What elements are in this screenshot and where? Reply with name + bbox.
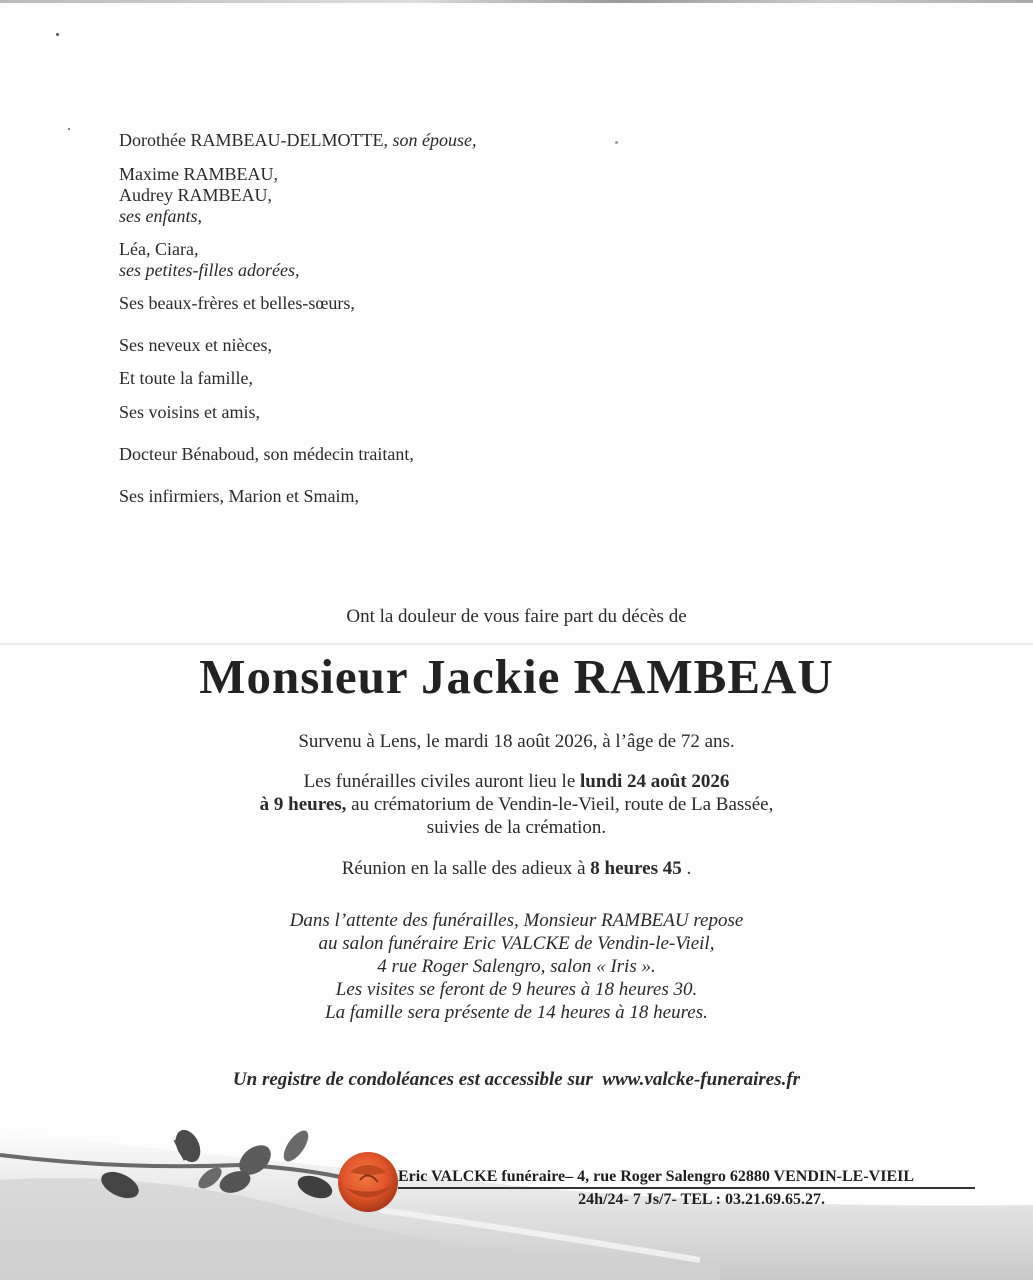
nephews-line: Ses neveux et nièces, <box>119 335 272 355</box>
neighbors-line: Ses voisins et amis, <box>119 402 261 422</box>
doctor-line: Docteur Bénaboud, son médecin traitant, <box>119 444 414 464</box>
registry-line: Un registre de condoléances est accessible sur www.valcke-funeraires.fr <box>232 1069 801 1090</box>
page-fold <box>0 643 1033 645</box>
meeting-line: Réunion en la salle des adieux à 8 heures 45 . <box>341 858 692 879</box>
child-line: Audrey RAMBEAU, <box>119 185 272 205</box>
spouse-line: Dorothée RAMBEAU-DELMOTTE, son épouse, <box>119 130 477 150</box>
registry-link[interactable]: www.valcke-funeraires.fr <box>602 1069 801 1090</box>
inlaws-line: Ses beaux-frères et belles-sœurs, <box>119 293 355 313</box>
deceased-name: Monsieur Jackie RAMBEAU <box>199 649 834 704</box>
family-line: Et toute la famille, <box>119 368 253 388</box>
scan-top-edge <box>0 0 1033 3</box>
rest-info: Dans l’attente des funérailles, Monsieur RAMBEAU repose au salon funéraire Eric VALCKE de Vendin-le-Vieil, 4 rue Roger Salengro, salon « Iris ». Les visites se feront de 9 heures à 18 heures 30. La famille sera présente de 14 heures à 18 heures. <box>289 910 744 1023</box>
nurses-line: Ses infirmiers, Marion et Smaim, <box>119 486 359 506</box>
footer-phone: 24h/24- 7 Js/7- TEL : 03.21.69.65.27. <box>578 1191 825 1208</box>
scan-speck <box>56 33 59 36</box>
child-line: Maxime RAMBEAU, <box>119 164 278 184</box>
death-line: Survenu à Lens, le mardi 18 août 2026, à l’âge de 72 ans. <box>298 731 735 752</box>
children-role: ses enfants, <box>119 206 202 226</box>
funeral-home-footer <box>398 1168 975 1209</box>
scan-speck <box>68 128 70 130</box>
announcement-intro: Ont la douleur de vous faire part du décès de <box>346 606 687 627</box>
grandchildren-line: Léa, Ciara, <box>119 239 199 259</box>
footer-address: Eric VALCKE funéraire– 4, rue Roger Salengro 62880 VENDIN-LE-VIEIL <box>398 1168 975 1189</box>
grandchildren-role: ses petites-filles adorées, <box>119 260 300 280</box>
family-list <box>119 130 719 507</box>
funeral-info: Les funérailles civiles auront lieu le lundi 24 août 2026 à 9 heures, au crématorium de Vendin-le-Vieil, route de La Bassée, suivies de la crémation. <box>259 771 774 838</box>
